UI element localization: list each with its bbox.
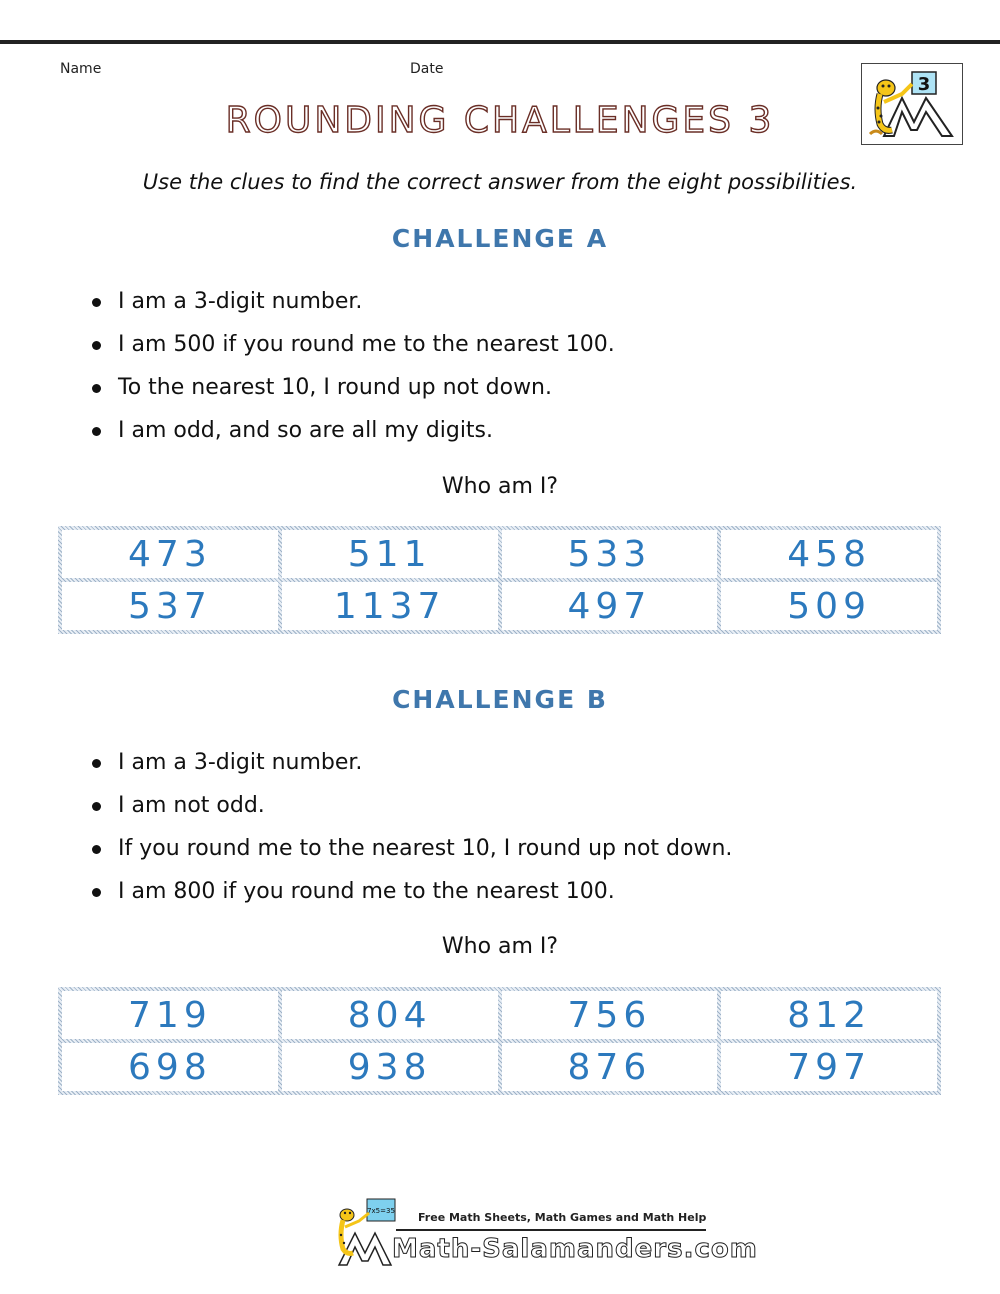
bullet-icon [92, 759, 101, 768]
bullet-icon [92, 802, 101, 811]
challenge-a-options [58, 526, 941, 634]
footer-tagline: Free Math Sheets, Math Games and Math Help [418, 1211, 707, 1224]
option-cell[interactable]: 719 [62, 991, 278, 1039]
option-cell[interactable]: 876 [502, 1043, 718, 1091]
date-label: Date [410, 61, 444, 77]
option-cell[interactable]: 473 [62, 530, 278, 578]
footer-divider [396, 1229, 706, 1231]
grade-badge: 3 [917, 74, 931, 95]
option-cell[interactable]: 511 [282, 530, 498, 578]
bullet-icon [92, 427, 101, 436]
clue-item: I am a 3-digit number. [92, 748, 732, 791]
clue-item: I am odd, and so are all my digits. [92, 416, 615, 459]
bullet-icon [92, 888, 101, 897]
clue-item: I am 800 if you round me to the nearest 100. [92, 877, 732, 920]
footer-site-name[interactable]: Math-Salamanders.com [392, 1234, 758, 1264]
option-cell[interactable]: 698 [62, 1043, 278, 1091]
bullet-icon [92, 298, 101, 307]
option-cell[interactable]: 756 [502, 991, 718, 1039]
clue-item: I am not odd. [92, 791, 732, 834]
clue-item: I am 500 if you round me to the nearest 100. [92, 330, 615, 373]
option-cell[interactable]: 458 [721, 530, 937, 578]
option-cell[interactable]: 1137 [282, 582, 498, 630]
option-cell[interactable]: 533 [502, 530, 718, 578]
name-label: Name [60, 61, 102, 77]
challenge-a-title: CHALLENGE A [391, 224, 609, 253]
challenge-b-title: CHALLENGE B [392, 685, 608, 714]
challenge-b-question: Who am I? [441, 934, 559, 959]
option-cell[interactable]: 797 [721, 1043, 937, 1091]
option-cell[interactable]: 537 [62, 582, 278, 630]
challenge-a-clues [92, 287, 615, 459]
top-rule [0, 40, 1000, 44]
instructions: Use the clues to find the correct answer from the eight possibilities. [142, 170, 858, 194]
challenge-b-options [58, 987, 941, 1095]
clue-item: If you round me to the nearest 10, I round up not down. [92, 834, 732, 877]
clue-item: I am a 3-digit number. [92, 287, 615, 330]
challenge-a-question: Who am I? [441, 474, 559, 499]
bullet-icon [92, 845, 101, 854]
bullet-icon [92, 384, 101, 393]
footer-badge-text: 7x5=35 [367, 1207, 395, 1215]
option-cell[interactable]: 804 [282, 991, 498, 1039]
page-title: ROUNDING CHALLENGES 3 [225, 100, 775, 141]
option-cell[interactable]: 938 [282, 1043, 498, 1091]
bullet-icon [92, 341, 101, 350]
option-cell[interactable]: 497 [502, 582, 718, 630]
clue-item: To the nearest 10, I round up not down. [92, 373, 615, 416]
option-cell[interactable]: 509 [721, 582, 937, 630]
option-cell[interactable]: 812 [721, 991, 937, 1039]
challenge-b-clues [92, 748, 732, 920]
